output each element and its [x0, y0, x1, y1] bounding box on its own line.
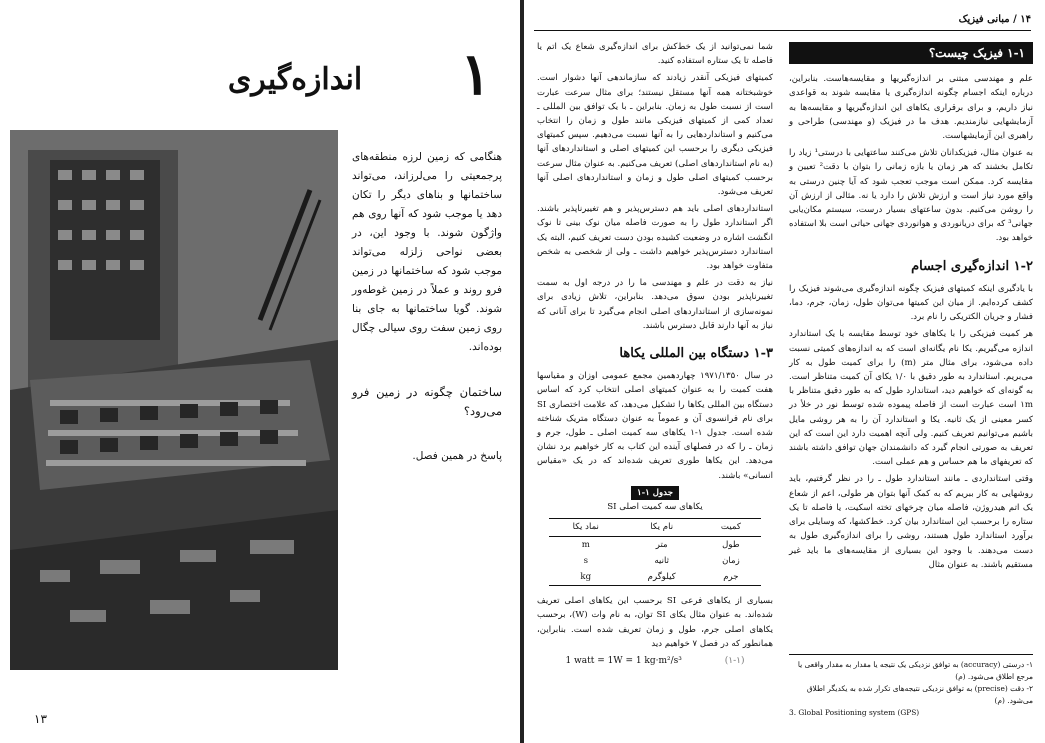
table-cell: m — [581, 539, 590, 550]
formula-number: (۱-۱) — [724, 655, 745, 666]
section-2-paragraph-1: با یادگیری اینکه کمیتهای فیزیک چگونه اندازه‌گیری می‌شوند فیزیک را کشف کرده‌ایم. از میان این کمیتها می‌توان طول، زمان، جرم، دما، فشار و جریان الکتریکی را نام برد. — [789, 283, 1033, 323]
column-2-paragraph-2: کمیتهای فیزیکی آنقدر زیادند که سازماندهی آنها دشوار است. خوشبختانه همه آنها مستقل نیستند؛ برای مثال سرعت عبارت است از نسبت طول به زمان. بنابراین ـ با یک توافق بین المللی ـ تعداد کمی از کمیتهای فیزیکی مانند طول و زمان را انتخاب می‌کنیم و استانداردهایی را به آنها نسبت می‌دهیم. سپس کمیتهای فیزیکی دیگری را برحسب این کمیتهای اصلی و استانداردهای آنها (به نام استانداردهای اصلی) تعریف می‌کنیم. به عنوان مثال سرعت برحسب کمیتهای اصلی طول و زمان و استانداردهای اصلی آنها تعریف می‌شود. — [537, 73, 773, 198]
header-rule — [534, 30, 1031, 31]
table-cell: kg — [549, 569, 623, 586]
section-2-paragraph-3: وقتی استانداردی ـ مانند استاندارد طول ـ را در نظر گرفتیم، باید روشهایی به کار ببریم که به کمک آنها بتوان هر طولی، اعم از شعاع یک اتم هیدروژن، فاصله میان چرخهای تخته اسکیت، یا فاصله تا یک ستاره را برحسب این استاندارد بیان کرد. خط‌کشها، که وسایلی برای برآورد استاندارد طول هستند، روشی را برای اندازه‌گیری طول به دست می‌دهند. با وجود این بسیاری از مقایسه‌های ما باید غیر مستقیم باشند. به عنوان مثال — [789, 474, 1033, 570]
table-row — [549, 536, 761, 553]
left-page — [0, 0, 520, 743]
column-2-paragraph-1: شما نمی‌توانید از یک خط‌کش برای اندازه‌گیری شعاع یک اتم یا فاصله تا یک ستاره استفاده کنید. — [537, 42, 773, 67]
table-cell: ثانیه — [654, 555, 669, 566]
column-2-paragraph-4: نیاز به دقت در علم و مهندسی ما را در درجه اول به سمت تغییرناپذیر بودن سوق می‌دهد. بنابراین، تلاش زیادی برای نمونه‌سازی از استانداردهای اصلی انجام می‌گیرد تا برای آنانی که نیاز به آنها دارند قابل دسترس باشند. — [537, 278, 773, 331]
column-2-paragraph-3: استانداردهای اصلی باید هم دسترس‌پذیر و هم تغییرناپذیر باشند. اگر استاندارد طول را به صورت فاصله میان نوک بینی تا نوک انگشت اشاره در وضعیت کشیده بودن دست تعریف کنیم، البته یک استاندارد دسترس‌پذیر خواهیم داشت ـ ولی از شخصی به شخص متفاوت خواهد بود. — [537, 204, 773, 272]
table-label: جدول ۱-۱ — [537, 486, 773, 500]
watt-formula — [537, 654, 773, 668]
intro-paragraph: هنگامی که زمین لرزه منطقه‌های پرجمعیتی را می‌لرزاند، می‌تواند ساختمانها و بناهای دیگر را تکان دهد یا موجب شود که آنها روی هم واژگون شوند. با وجود این، در بعضی نواحی زلزله می‌تواند موجب شود که ساختمانها در زمین فرو روند و عملاً در زمین غوطه‌ور شوند. گویا ساختمانها به جای بنا روی زمین سفت روی سیالی چگال بوده‌اند. — [352, 151, 502, 353]
section-2-paragraph-2: هر کمیت فیزیکی را با یکاهای خود توسط مقایسه با یک استاندارد اندازه می‌گیریم. یکا نام یگانه‌ای است که به اندازه‌های کمیتی نسبت داده می‌شود، برای مثال متر (m) را برای کمیت طول به کار می‌بریم. استاندارد به طور دقیق با ۱/۰ یکای آن کمیت متناظر است. به گونه‌ای که خواهیم دید، استاندارد طول که به طور دقیق متناظر با ۱m است عبارت است از فاصله پیموده شده توسط نور در خلأ در کسر معینی از یک ثانیه. یکا و استاندارد آن را به هر روشی مایل باشیم می‌توانیم تعریف کنیم. ولی آنچه اهمیت دارد این است که این تعریف به صورتی انجام گیرد که دانشمندان جهان توافق داشته باشند که تعریفهای ما هم حساس و هم عملی است. — [789, 329, 1033, 468]
earthquake-building-photo — [10, 130, 338, 670]
table-cell: زمان — [722, 555, 740, 566]
table-cell: کیلوگرم — [623, 569, 701, 586]
section-1-paragraph-2: به عنوان مثال، فیزیکدانان تلاش می‌کنند ساعتهایی با درستی¹ زیاد را تکامل بخشند که هر زمان یا بازه زمانی را بتوان با دقت² تعیین و مقایسه کرد. ممکن است موجب تعجب شود که آیا چنین درستی به واقع مورد نیاز است و ارزش تلاش را دارد یا نه. مثالی از ارزش آن را روشن می‌کنیم. بدون ساعتهای بسیار درست، سیستم مکان‌یابی جهانی³ که برای دریانوردی و هوانوردی جهانی حیاتی است بلا استفاده خواهد بود. — [789, 148, 1033, 244]
footnotes — [789, 654, 1033, 719]
chapter-question: ساختمان چگونه در زمین فرو می‌رود؟ — [352, 385, 502, 418]
right-page — [524, 0, 1045, 743]
running-head: ۱۴ / مبانی فیزیک — [958, 14, 1031, 25]
si-units-table — [549, 518, 761, 586]
page-number-left: ۱۳ — [34, 712, 47, 726]
formula-text: 1 watt = 1W = 1 kg·m²/s³ — [565, 655, 682, 666]
table-header-cell: نماد یکا — [549, 519, 623, 536]
chapter-number: ۱ — [460, 40, 492, 108]
section-1-title: ۱-۱ فیزیک چیست؟ — [789, 42, 1033, 64]
chapter-intro-sidebar — [352, 148, 502, 492]
footnote-2: ۲- دقت (precise) به توافق نزدیکی نتیجه‌های تکرار شده به یکدیگر اطلاق می‌شود. (م) — [806, 684, 1033, 705]
section-1-paragraph-1: علم و مهندسی مبتنی بر اندازه‌گیریها و مقایسه‌هاست. بنابراین، درباره اینکه اجسام چگونه اندازه‌گیری یا مقایسه شوند به قواعدی نیاز داریم، و برای برقراری یکاهای این اندازه‌گیریها و مقایسه‌ها به آزمایشهایی نیازمندیم. هدف ما در فیزیک (و مهندسی) طراحی و راهبری این آزمایشهاست. — [789, 74, 1033, 142]
column-2-paragraph-5: در سال ۱۹۷۱/۱۳۵۰ چهاردهمین مجمع عمومی اوزان و مقیاسها هفت کمیت را به عنوان کمیتهای اصلی انتخاب کرد که اساس دستگاه بین المللی یکاها را تشکیل می‌دهد، که علامت اختصاری SI برای نام فرانسوی آن و عموماً به عنوان دستگاه متریک شناخته شده است. جدول ۱-۱ یکاهای سه کمیت اصلی ـ طول، جرم و زمان ـ را که در فصلهای آینده این کتاب به کار خواهیم برد نشان می‌دهد. این یکاها طوری تعریف شده‌اند که در یک «مقیاس انسانی» باشند. — [537, 371, 773, 481]
left-column — [537, 40, 773, 668]
section-3-title: ۱-۳ دستگاه بین المللی یکاها — [619, 346, 773, 362]
table-cell: متر — [655, 539, 668, 550]
table-cell: جرم — [701, 569, 762, 586]
chapter-title: اندازه‌گیری — [227, 62, 363, 97]
footnote-1: ۱- درستی (accuracy) به توافق نزدیکی یک نتیجه یا مقدار به مقدار واقعی یا مرجع اطلاق می‌شود. (م) — [797, 660, 1033, 681]
table-row — [549, 569, 761, 586]
table-cell: s — [583, 555, 588, 566]
footnote-3: 3. Global Positioning system (GPS) — [789, 708, 920, 717]
answer-note: پاسخ در همین فصل. — [412, 450, 502, 462]
section-2-title: ۱-۲ اندازه‌گیری اجسام — [911, 258, 1033, 274]
table-header-cell: نام یکا — [623, 519, 701, 536]
table-header-row — [549, 519, 761, 536]
column-2-paragraph-6: بسیاری از یکاهای فرعی SI برحسب این یکاهای اصلی تعریف شده‌اند. به عنوان مثال یکای SI توان، به نام وات (W)، برحسب یکاهای اصلی جرم، طول و زمان تعریف شده است. بنابراین، همانطور که در فصل ۷ خواهیم دید — [537, 596, 773, 649]
right-column — [789, 40, 1033, 575]
table-cell: طول — [722, 539, 740, 550]
table-row — [549, 553, 761, 569]
table-header-cell: کمیت — [701, 519, 762, 536]
table-caption: یکاهای سه کمیت اصلی SI — [607, 502, 703, 513]
